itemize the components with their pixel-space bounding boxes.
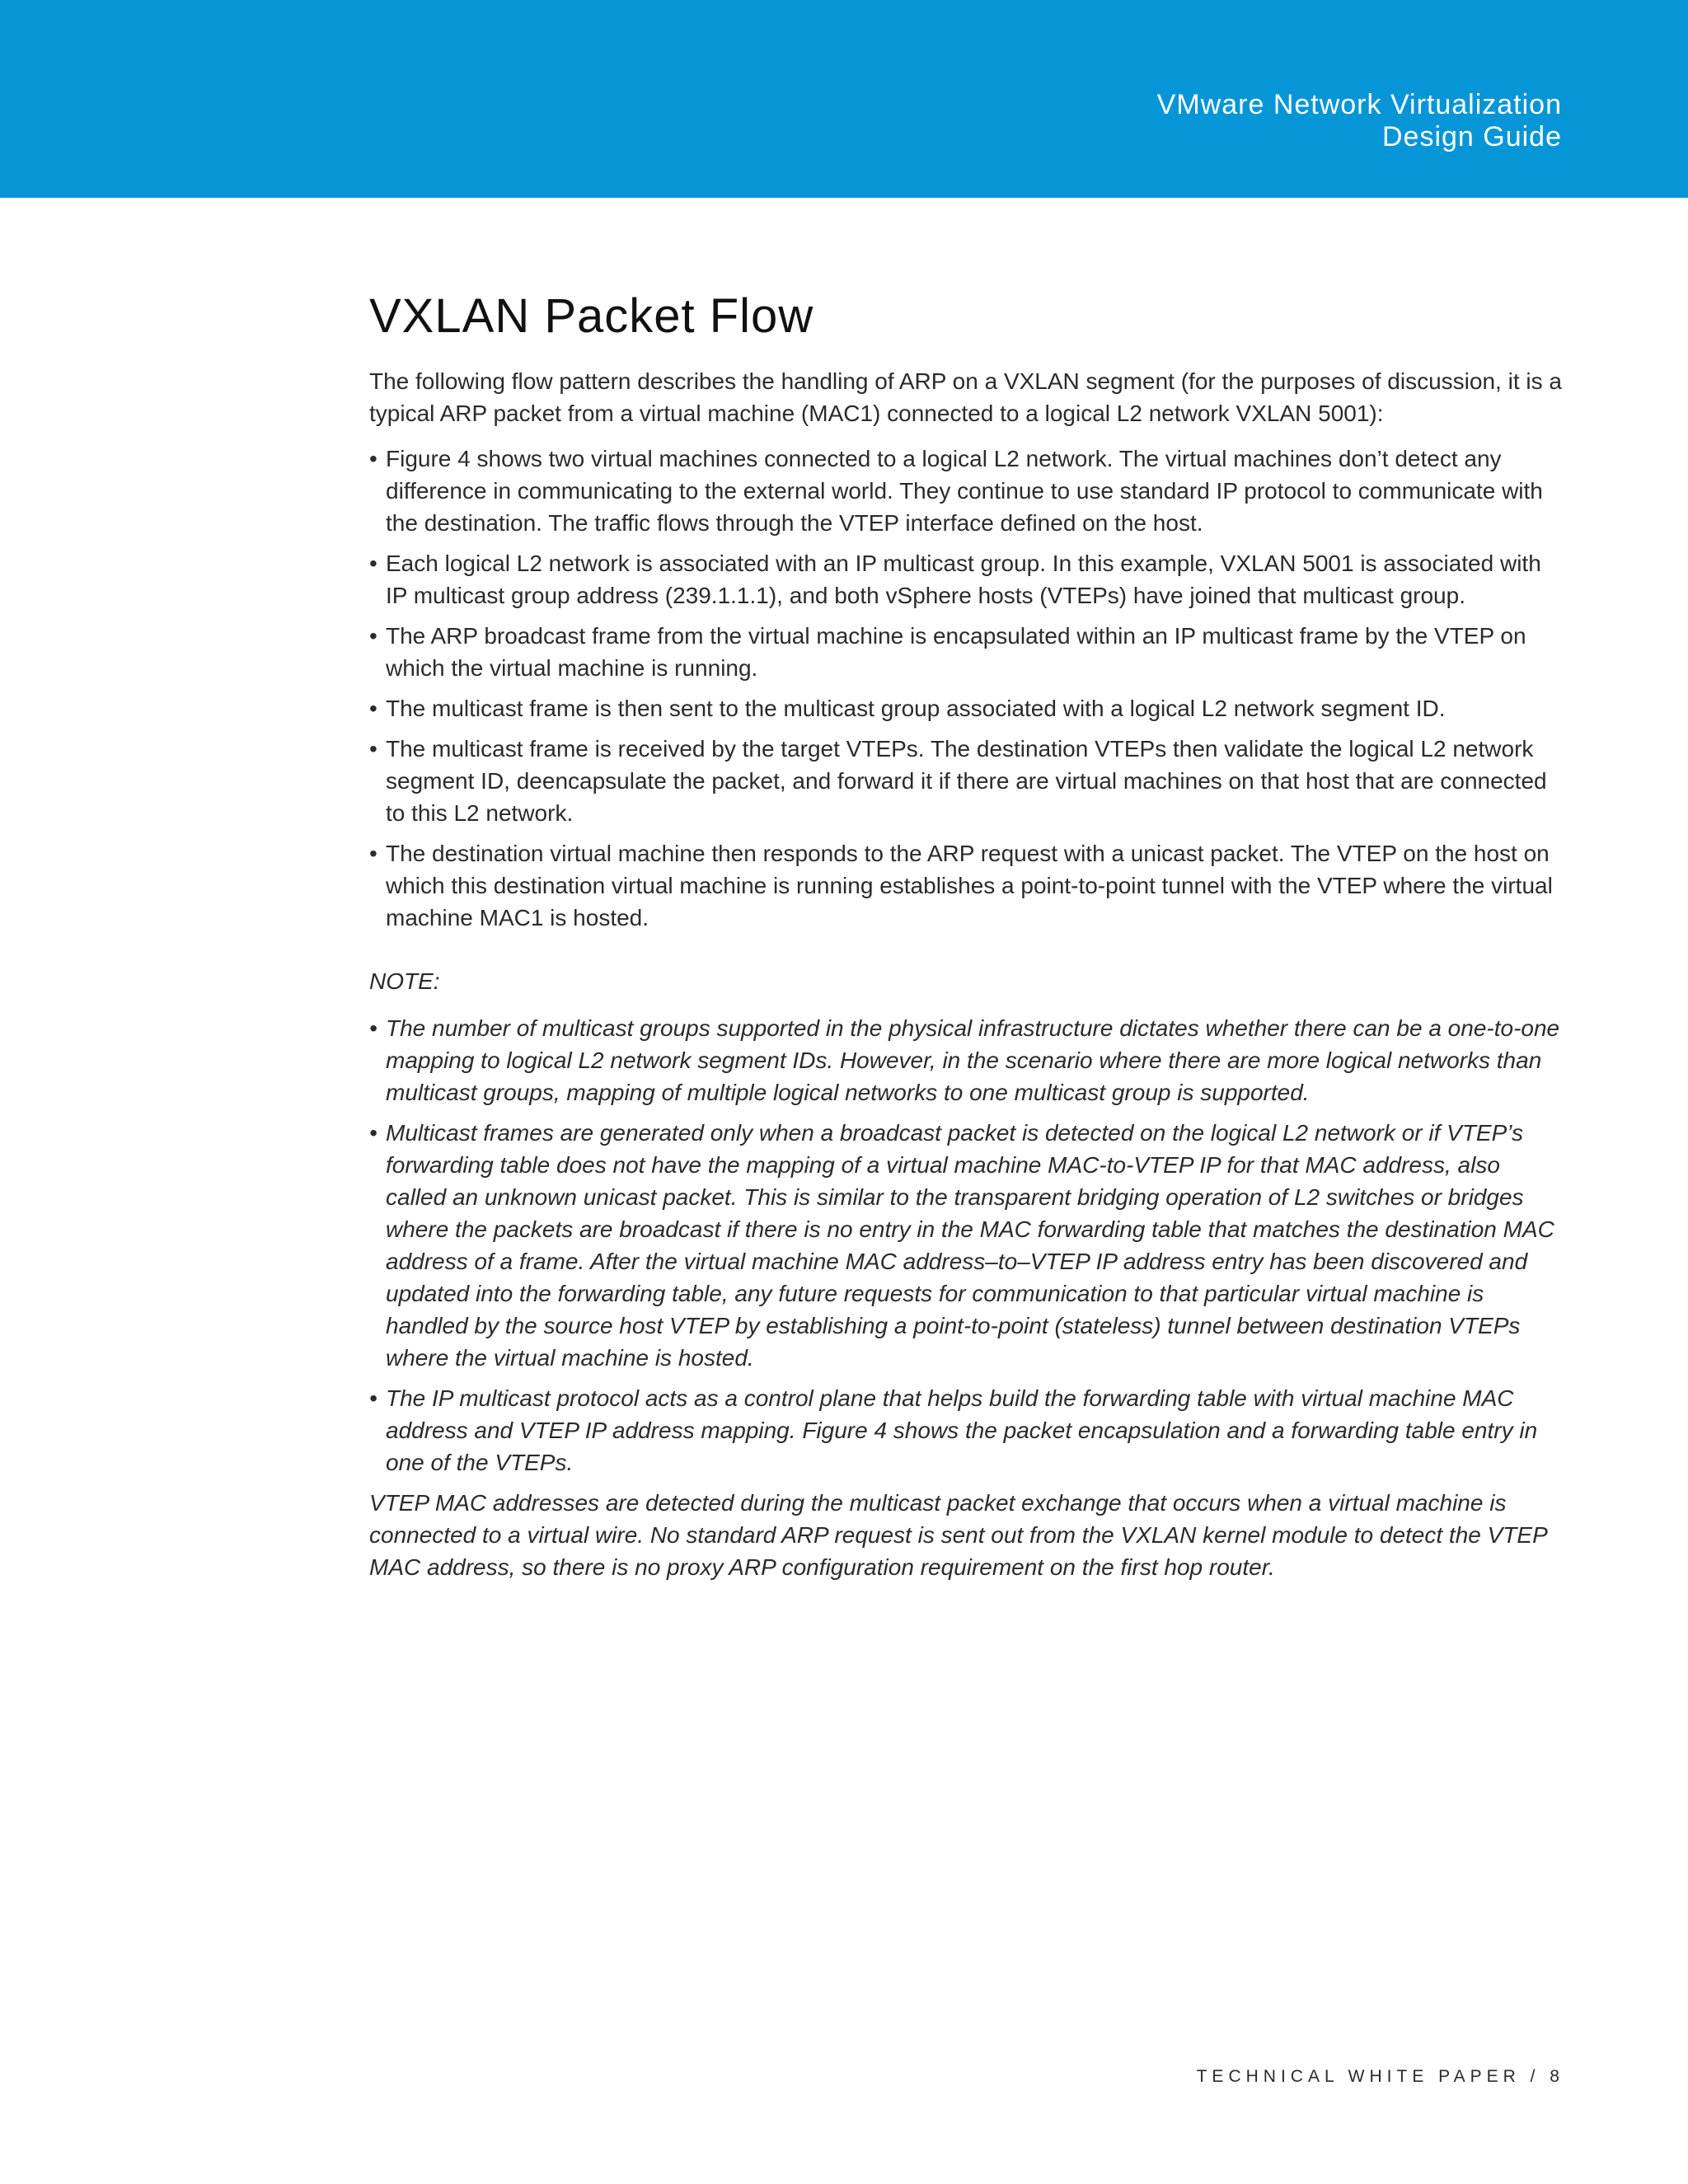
intro-paragraph: The following flow pattern describes the handling of ARP on a VXLAN segment (for the purposes of discussion, it is a typical ARP packet from a virtual machine (MAC1) connected to a logical L2 network VXLAN 5001): — [369, 368, 1562, 426]
page-title: VXLAN Packet Flow — [369, 289, 814, 343]
page-footer: TECHNICAL WHITE PAPER / 8 — [1196, 2067, 1564, 2086]
note-bullet-list — [369, 1012, 1566, 1479]
closing-note-paragraph: VTEP MAC addresses are detected during the multicast packet exchange that occurs when a virtual machine is connected to a virtual wire. No standard ARP request is sent out from the VXLAN kernel module to detect the VTEP MAC address, so there is no proxy ARP configuration requirement on the first hop router. — [369, 1490, 1547, 1580]
list-item: • Figure 4 shows two virtual machines connected to a logical L2 network. The virtual machines don’t detect any difference in communicating to the external world. They continue to use standard IP protocol to communicate with the destination. The traffic flows through the VTEP interface defined on the host. — [369, 443, 1566, 539]
list-item: • The IP multicast protocol acts as a control plane that helps build the forwarding table with virtual machine MAC address and VTEP IP address mapping. Figure 4 shows the packet encapsulation and a forwarding table entry in one of the VTEPs. — [369, 1382, 1566, 1479]
document-title — [1157, 89, 1562, 153]
main-content — [369, 288, 1566, 1583]
document-title-line-2: Design Guide — [1381, 121, 1562, 152]
list-item: • The number of multicast groups supported in the physical infrastructure dictates whether there can be a one-to-one mapping to logical L2 network segment IDs. However, in the scenario where there are more logical networks than multicast groups, mapping of multiple logical networks to one multicast group is supported. — [369, 1012, 1566, 1108]
list-item: • Each logical L2 network is associated with an IP multicast group. In this example, VXLAN 5001 is associated with IP multicast group address (239.1.1.1), and both vSphere hosts (VTEPs) have joined that multicast group. — [369, 547, 1566, 612]
header-band — [0, 0, 1688, 198]
flow-bullet-list — [369, 443, 1566, 934]
note-label: NOTE: — [369, 968, 440, 994]
list-item: • The destination virtual machine then responds to the ARP request with a unicast packet. The VTEP on the host on which this destination virtual machine is running establishes a point-to-point tunnel with the VTEP where the virtual machine MAC1 is hosted. — [369, 837, 1566, 934]
list-item: • The multicast frame is received by the target VTEPs. The destination VTEPs then validate the logical L2 network segment ID, deencapsulate the packet, and forward it if there are virtual machines on that host that are connected to this L2 network. — [369, 733, 1566, 829]
list-item: • The ARP broadcast frame from the virtual machine is encapsulated within an IP multicast frame by the VTEP on which the virtual machine is running. — [369, 620, 1566, 684]
list-item: • Multicast frames are generated only when a broadcast packet is detected on the logical L2 network or if VTEP’s forwarding table does not have the mapping of a virtual machine MAC-to-VTEP IP for that MAC address, also called an unknown unicast packet. This is similar to the transparent bridging operation of L2 switches or bridges where the packets are broadcast if there is no entry in the MAC forwarding table that matches the destination MAC address of a frame. After the virtual machine MAC address–to–VTEP IP address entry has been discovered and updated into the forwarding table, any future requests for communication to that particular virtual machine is handled by the source host VTEP by establishing a point-to-point (stateless) tunnel between destination VTEPs where the virtual machine is hosted. — [369, 1117, 1566, 1374]
list-item: • The multicast frame is then sent to the multicast group associated with a logical L2 network segment ID. — [369, 692, 1566, 724]
document-title-line-1: VMware Network Virtualization — [1156, 89, 1562, 120]
